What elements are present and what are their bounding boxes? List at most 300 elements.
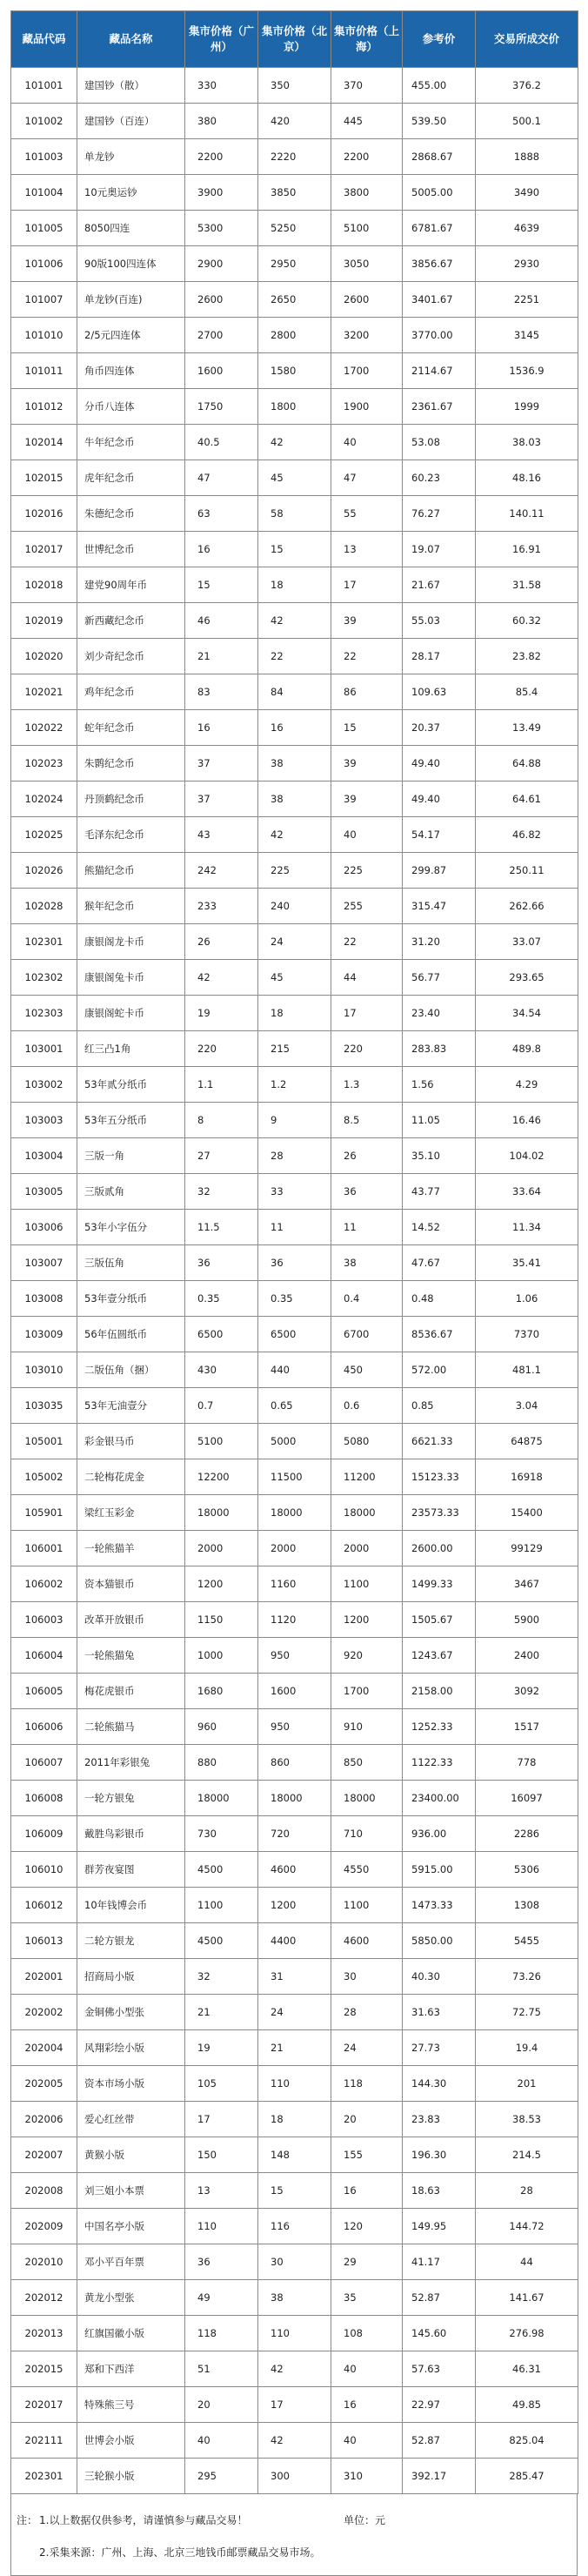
cell-name: 53年小字伍分 [77,1210,185,1245]
cell-exchange-price: 481.1 [476,1352,578,1388]
cell-name: 中国名亭小版 [77,2209,185,2244]
cell-price-beijing: 21 [258,2030,331,2066]
cell-price-beijing: 1160 [258,1566,331,1602]
table-row [11,2280,578,2316]
cell-price-beijing: 3850 [258,175,331,211]
cell-reference-price: 57.63 [403,2351,476,2387]
cell-price-beijing: 22 [258,639,331,674]
cell-price-shanghai: 370 [331,68,403,104]
cell-reference-price: 6621.33 [403,1424,476,1459]
cell-price-guangzhou: 2700 [185,318,258,353]
cell-code: 106013 [11,1923,77,1959]
cell-price-guangzhou: 4500 [185,1852,258,1888]
cell-name: 三版贰角 [77,1174,185,1210]
cell-name: 世博会小版 [77,2423,185,2459]
cell-exchange-price: 1517 [476,1709,578,1745]
cell-price-beijing: 1580 [258,353,331,389]
cell-price-guangzhou: 6500 [185,1317,258,1352]
cell-price-shanghai: 1100 [331,1566,403,1602]
cell-exchange-price: 38.03 [476,425,578,460]
cell-name: 10年钱博会币 [77,1888,185,1923]
cell-price-guangzhou: 1000 [185,1638,258,1674]
table-row [11,2137,578,2173]
cell-price-beijing: 720 [258,1816,331,1852]
cell-name: 红旗国徽小版 [77,2316,185,2351]
cell-name: 梁红玉彩金 [77,1495,185,1531]
cell-price-shanghai: 0.4 [331,1281,403,1317]
cell-reference-price: 53.08 [403,425,476,460]
table-row [11,674,578,710]
table-row [11,1852,578,1888]
cell-price-guangzhou: 8 [185,1103,258,1138]
cell-name: 资本市场小版 [77,2066,185,2102]
cell-name: 红三凸1角 [77,1031,185,1067]
cell-price-guangzhou: 242 [185,853,258,889]
cell-reference-price: 6781.67 [403,211,476,246]
cell-exchange-price: 19.4 [476,2030,578,2066]
cell-reference-price: 145.60 [403,2316,476,2351]
cell-reference-price: 23.40 [403,996,476,1031]
table-row [11,567,578,603]
cell-exchange-price: 4639 [476,211,578,246]
cell-reference-price: 22.97 [403,2387,476,2423]
cell-price-guangzhou: 4500 [185,1923,258,1959]
footnotes [10,2494,578,2576]
table-row [11,1566,578,1602]
cell-name: 二轮方银龙 [77,1923,185,1959]
cell-reference-price: 3401.67 [403,282,476,318]
cell-exchange-price: 16918 [476,1459,578,1495]
table-row [11,2387,578,2423]
cell-price-guangzhou: 5300 [185,211,258,246]
cell-code: 102015 [11,460,77,496]
table-row [11,496,578,532]
header-exchange-price: 交易所成交价 [476,11,578,68]
note-text-2: 2.采集来源：广州、上海、北京三地钱币邮票藏品交易市场。 [39,2546,321,2559]
cell-price-shanghai: 28 [331,1995,403,2030]
table-row [11,1245,578,1281]
cell-price-beijing: 24 [258,1995,331,2030]
note-text-1: 1.以上数据仅供参考，请谨慎参与藏品交易！ [39,2514,248,2526]
table-row [11,889,578,924]
cell-price-shanghai: 40 [331,2423,403,2459]
cell-name: 10元奥运钞 [77,175,185,211]
cell-reference-price: 5915.00 [403,1852,476,1888]
table-row [11,960,578,996]
cell-name: 单龙钞 [77,139,185,175]
cell-code: 202010 [11,2244,77,2280]
table-row [11,996,578,1031]
cell-reference-price: 31.63 [403,1995,476,2030]
cell-code: 102014 [11,425,77,460]
cell-price-guangzhou: 40 [185,2423,258,2459]
cell-reference-price: 1122.33 [403,1745,476,1781]
cell-price-beijing: 2650 [258,282,331,318]
cell-exchange-price: 4.29 [476,1067,578,1103]
cell-price-guangzhou: 233 [185,889,258,924]
cell-price-guangzhou: 1680 [185,1674,258,1709]
header-name: 藏品名称 [77,11,185,68]
cell-price-guangzhou: 960 [185,1709,258,1745]
cell-reference-price: 1.56 [403,1067,476,1103]
cell-price-guangzhou: 15 [185,567,258,603]
cell-name: 二轮梅花虎金 [77,1459,185,1495]
cell-code: 103035 [11,1388,77,1424]
cell-name: 2/5元四连体 [77,318,185,353]
cell-name: 鸡年纪念币 [77,674,185,710]
cell-name: 邓小平百年票 [77,2244,185,2280]
cell-name: 53年贰分纸币 [77,1067,185,1103]
cell-price-shanghai: 29 [331,2244,403,2280]
table-row [11,782,578,817]
table-row [11,68,578,104]
cell-price-shanghai: 4550 [331,1852,403,1888]
cell-name: 牛年纪念币 [77,425,185,460]
cell-code: 102025 [11,817,77,853]
cell-price-shanghai: 26 [331,1138,403,1174]
cell-exchange-price: 49.85 [476,2387,578,2423]
cell-exchange-price: 5900 [476,1602,578,1638]
cell-price-shanghai: 20 [331,2102,403,2137]
cell-code: 105002 [11,1459,77,1495]
cell-exchange-price: 1888 [476,139,578,175]
cell-price-beijing: 38 [258,782,331,817]
cell-price-beijing: 1120 [258,1602,331,1638]
table-row [11,603,578,639]
cell-price-shanghai: 108 [331,2316,403,2351]
cell-price-beijing: 0.65 [258,1388,331,1424]
cell-exchange-price: 99129 [476,1531,578,1566]
cell-reference-price: 28.17 [403,639,476,674]
cell-reference-price: 1505.67 [403,1602,476,1638]
cell-price-beijing: 116 [258,2209,331,2244]
cell-reference-price: 52.87 [403,2423,476,2459]
table-row [11,1174,578,1210]
cell-price-shanghai: 120 [331,2209,403,2244]
cell-price-guangzhou: 83 [185,674,258,710]
cell-code: 101003 [11,139,77,175]
table-row [11,639,578,674]
cell-exchange-price: 285.47 [476,2459,578,2494]
cell-code: 101006 [11,246,77,282]
cell-price-beijing: 36 [258,1245,331,1281]
cell-price-beijing: 300 [258,2459,331,2494]
cell-price-shanghai: 5080 [331,1424,403,1459]
cell-price-beijing: 950 [258,1638,331,1674]
cell-code: 202001 [11,1959,77,1995]
cell-code: 106009 [11,1816,77,1852]
cell-price-shanghai: 11 [331,1210,403,1245]
cell-code: 101005 [11,211,77,246]
table-row [11,2066,578,2102]
cell-price-shanghai: 22 [331,639,403,674]
cell-code: 106003 [11,1602,77,1638]
cell-name: 康银阁龙卡币 [77,924,185,960]
cell-reference-price: 19.07 [403,532,476,567]
cell-name: 朱德纪念币 [77,496,185,532]
cell-exchange-price: 104.02 [476,1138,578,1174]
cell-code: 106004 [11,1638,77,1674]
cell-price-shanghai: 24 [331,2030,403,2066]
cell-price-beijing: 28 [258,1138,331,1174]
cell-reference-price: 55.03 [403,603,476,639]
cell-exchange-price: 3092 [476,1674,578,1709]
cell-reference-price: 21.67 [403,567,476,603]
header-code: 藏品代码 [11,11,77,68]
cell-price-guangzhou: 118 [185,2316,258,2351]
cell-code: 102023 [11,746,77,782]
cell-price-guangzhou: 27 [185,1138,258,1174]
cell-code: 102303 [11,996,77,1031]
cell-price-beijing: 18000 [258,1495,331,1531]
cell-name: 蛇年纪念币 [77,710,185,746]
cell-exchange-price: 293.65 [476,960,578,996]
cell-price-beijing: 11 [258,1210,331,1245]
cell-reference-price: 23.83 [403,2102,476,2137]
cell-exchange-price: 1999 [476,389,578,425]
cell-exchange-price: 13.49 [476,710,578,746]
cell-code: 103001 [11,1031,77,1067]
cell-reference-price: 539.50 [403,104,476,139]
cell-price-beijing: 18 [258,2102,331,2137]
cell-price-beijing: 11500 [258,1459,331,1495]
cell-price-shanghai: 40 [331,2351,403,2387]
note-line-1 [17,2512,247,2527]
cell-price-guangzhou: 51 [185,2351,258,2387]
cell-code: 202009 [11,2209,77,2244]
cell-name: 熊猫纪念币 [77,853,185,889]
cell-price-shanghai: 47 [331,460,403,496]
cell-price-shanghai: 5100 [331,211,403,246]
cell-price-shanghai: 39 [331,782,403,817]
cell-exchange-price: 34.54 [476,996,578,1031]
cell-reference-price: 2868.67 [403,139,476,175]
cell-price-guangzhou: 26 [185,924,258,960]
table-row [11,746,578,782]
cell-exchange-price: 64875 [476,1424,578,1459]
cell-name: 毛泽东纪念币 [77,817,185,853]
cell-price-guangzhou: 1150 [185,1602,258,1638]
table-row [11,425,578,460]
cell-name: 特殊熊三号 [77,2387,185,2423]
table-row [11,353,578,389]
cell-price-guangzhou: 1750 [185,389,258,425]
cell-price-guangzhou: 150 [185,2137,258,2173]
cell-price-beijing: 2950 [258,246,331,282]
cell-exchange-price: 778 [476,1745,578,1781]
cell-reference-price: 1473.33 [403,1888,476,1923]
cell-code: 103008 [11,1281,77,1317]
table-row [11,2423,578,2459]
cell-price-guangzhou: 63 [185,496,258,532]
cell-price-shanghai: 1200 [331,1602,403,1638]
cell-price-shanghai: 15 [331,710,403,746]
table-row [11,1388,578,1424]
cell-name: 群芳夜宴图 [77,1852,185,1888]
cell-price-guangzhou: 21 [185,639,258,674]
cell-exchange-price: 276.98 [476,2316,578,2351]
cell-exchange-price: 262.66 [476,889,578,924]
cell-price-shanghai: 710 [331,1816,403,1852]
cell-price-guangzhou: 21 [185,1995,258,2030]
cell-exchange-price: 28 [476,2173,578,2209]
cell-reference-price: 3770.00 [403,318,476,353]
cell-code: 103002 [11,1067,77,1103]
table-row [11,1067,578,1103]
cell-price-beijing: 148 [258,2137,331,2173]
cell-price-shanghai: 0.6 [331,1388,403,1424]
cell-code: 202013 [11,2316,77,2351]
cell-name: 分币八连体 [77,389,185,425]
cell-name: 三轮猴小版 [77,2459,185,2494]
cell-code: 103006 [11,1210,77,1245]
cell-exchange-price: 16.46 [476,1103,578,1138]
cell-exchange-price: 144.72 [476,2209,578,2244]
cell-reference-price: 11.05 [403,1103,476,1138]
cell-code: 102017 [11,532,77,567]
cell-price-shanghai: 55 [331,496,403,532]
cell-code: 102021 [11,674,77,710]
cell-price-beijing: 4600 [258,1852,331,1888]
cell-exchange-price: 11.34 [476,1210,578,1245]
cell-exchange-price: 2251 [476,282,578,318]
cell-code: 106010 [11,1852,77,1888]
cell-price-beijing: 225 [258,853,331,889]
cell-code: 106008 [11,1781,77,1816]
cell-price-beijing: 1800 [258,389,331,425]
price-sheet [10,10,578,2576]
cell-exchange-price: 64.88 [476,746,578,782]
cell-reference-price: 52.87 [403,2280,476,2316]
cell-price-beijing: 18 [258,996,331,1031]
table-row [11,1495,578,1531]
cell-reference-price: 572.00 [403,1352,476,1388]
cell-price-beijing: 38 [258,746,331,782]
cell-price-guangzhou: 13 [185,2173,258,2209]
note-line-2 [17,2545,320,2559]
cell-name: 建党90周年币 [77,567,185,603]
cell-reference-price: 2600.00 [403,1531,476,1566]
cell-exchange-price: 44 [476,2244,578,2280]
cell-name: 黄龙小型张 [77,2280,185,2316]
cell-price-guangzhou: 40.5 [185,425,258,460]
cell-name: 改革开放银币 [77,1602,185,1638]
cell-exchange-price: 7370 [476,1317,578,1352]
cell-code: 102024 [11,782,77,817]
cell-code: 101002 [11,104,77,139]
cell-price-guangzhou: 20 [185,2387,258,2423]
cell-reference-price: 1499.33 [403,1566,476,1602]
cell-price-guangzhou: 36 [185,2244,258,2280]
cell-name: 风翔彩绘小版 [77,2030,185,2066]
cell-reference-price: 392.17 [403,2459,476,2494]
table-row [11,1103,578,1138]
cell-price-guangzhou: 1100 [185,1888,258,1923]
cell-price-shanghai: 4600 [331,1923,403,1959]
table-row [11,282,578,318]
cell-price-shanghai: 30 [331,1959,403,1995]
cell-price-guangzhou: 380 [185,104,258,139]
cell-price-guangzhou: 37 [185,782,258,817]
cell-price-beijing: 215 [258,1031,331,1067]
cell-price-beijing: 110 [258,2066,331,2102]
cell-price-beijing: 1.2 [258,1067,331,1103]
cell-code: 103009 [11,1317,77,1352]
cell-price-guangzhou: 18000 [185,1781,258,1816]
cell-price-shanghai: 35 [331,2280,403,2316]
table-row [11,2244,578,2280]
cell-reference-price: 15123.33 [403,1459,476,1495]
cell-price-beijing: 5000 [258,1424,331,1459]
cell-price-guangzhou: 2200 [185,139,258,175]
table-row [11,1210,578,1245]
cell-name: 2011年彩银兔 [77,1745,185,1781]
cell-name: 角币四连体 [77,353,185,389]
cell-exchange-price: 500.1 [476,104,578,139]
cell-exchange-price: 48.16 [476,460,578,496]
cell-price-shanghai: 2000 [331,1531,403,1566]
table-row [11,1424,578,1459]
cell-price-guangzhou: 42 [185,960,258,996]
cell-price-shanghai: 3800 [331,175,403,211]
cell-price-shanghai: 225 [331,853,403,889]
cell-reference-price: 299.87 [403,853,476,889]
cell-price-guangzhou: 46 [185,603,258,639]
cell-code: 106007 [11,1745,77,1781]
table-row [11,1638,578,1674]
cell-exchange-price: 15400 [476,1495,578,1531]
cell-code: 101001 [11,68,77,104]
cell-price-guangzhou: 16 [185,532,258,567]
cell-price-beijing: 6500 [258,1317,331,1352]
cell-price-guangzhou: 18000 [185,1495,258,1531]
cell-reference-price: 3856.67 [403,246,476,282]
cell-price-guangzhou: 3900 [185,175,258,211]
cell-price-shanghai: 8.5 [331,1103,403,1138]
cell-exchange-price: 141.67 [476,2280,578,2316]
cell-price-beijing: 240 [258,889,331,924]
cell-price-beijing: 1600 [258,1674,331,1709]
table-row [11,1602,578,1638]
cell-price-shanghai: 1100 [331,1888,403,1923]
cell-reference-price: 1252.33 [403,1709,476,1745]
cell-code: 202006 [11,2102,77,2137]
cell-name: 刘少奇纪念币 [77,639,185,674]
cell-name: 三版伍角 [77,1245,185,1281]
cell-code: 103010 [11,1352,77,1388]
cell-price-beijing: 420 [258,104,331,139]
cell-name: 金铜佛小型张 [77,1995,185,2030]
cell-exchange-price: 2286 [476,1816,578,1852]
unit-label: 单位：元 [344,2514,386,2526]
cell-price-beijing: 2800 [258,318,331,353]
cell-price-shanghai: 17 [331,996,403,1031]
cell-exchange-price: 201 [476,2066,578,2102]
table-row [11,710,578,746]
cell-code: 202111 [11,2423,77,2459]
cell-price-guangzhou: 36 [185,1245,258,1281]
cell-reference-price: 14.52 [403,1210,476,1245]
cell-reference-price: 60.23 [403,460,476,496]
cell-exchange-price: 64.61 [476,782,578,817]
cell-price-beijing: 33 [258,1174,331,1210]
cell-price-beijing: 45 [258,960,331,996]
cell-price-shanghai: 40 [331,425,403,460]
cell-price-guangzhou: 37 [185,746,258,782]
cell-name: 建国钞（散） [77,68,185,104]
cell-exchange-price: 825.04 [476,2423,578,2459]
table-row [11,1031,578,1067]
